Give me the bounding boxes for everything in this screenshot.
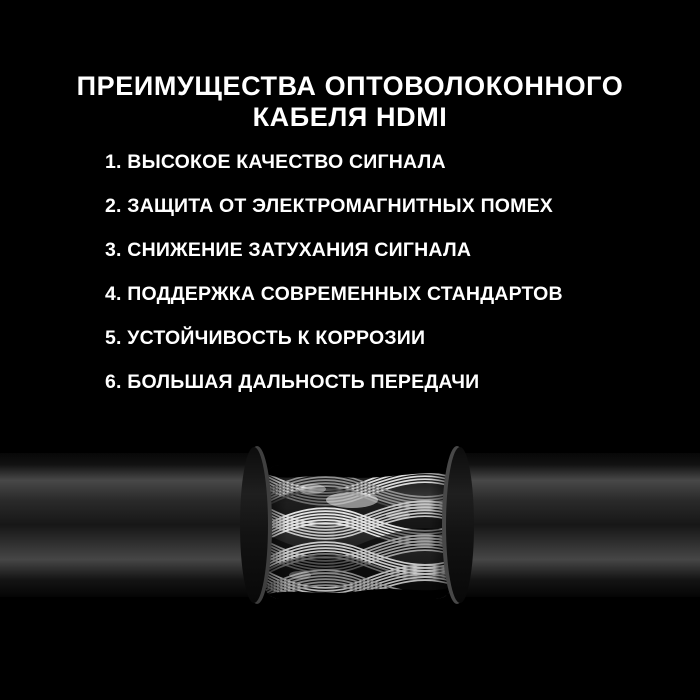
advantage-item-2: 2. ЗАЩИТА ОТ ЭЛЕКТРОМАГНИТНЫХ ПОМЕХ	[105, 195, 554, 217]
cable-photo	[0, 443, 700, 623]
advantage-item-3: 3. СНИЖЕНИЕ ЗАТУХАНИЯ СИГНАЛА	[105, 239, 472, 261]
advantage-item-5: 5. УСТОЙЧИВОСТЬ К КОРРОЗИИ	[105, 327, 426, 349]
braided-shield	[256, 465, 456, 608]
page-title-line-2: КАБЕЛЯ HDMI	[252, 102, 448, 133]
advantage-item-4: 4. ПОДДЕРЖКА СОВРЕМЕННЫХ СТАНДАРТОВ	[105, 283, 563, 305]
advantage-item-6: 6. БОЛЬШАЯ ДАЛЬНОСТЬ ПЕРЕДАЧИ	[105, 371, 480, 393]
cable-flange-left	[240, 446, 272, 604]
cable-flange-right	[442, 446, 474, 604]
page-title	[0, 71, 700, 133]
cable-jacket-right	[456, 453, 700, 597]
advantage-item-1: 1. ВЫСОКОЕ КАЧЕСТВО СИГНАЛА	[105, 151, 446, 173]
cable-jacket-left	[0, 453, 256, 597]
advantages-list	[105, 140, 660, 404]
page-title-line-1: ПРЕИМУЩЕСТВА ОПТОВОЛОКОННОГО	[76, 71, 624, 102]
